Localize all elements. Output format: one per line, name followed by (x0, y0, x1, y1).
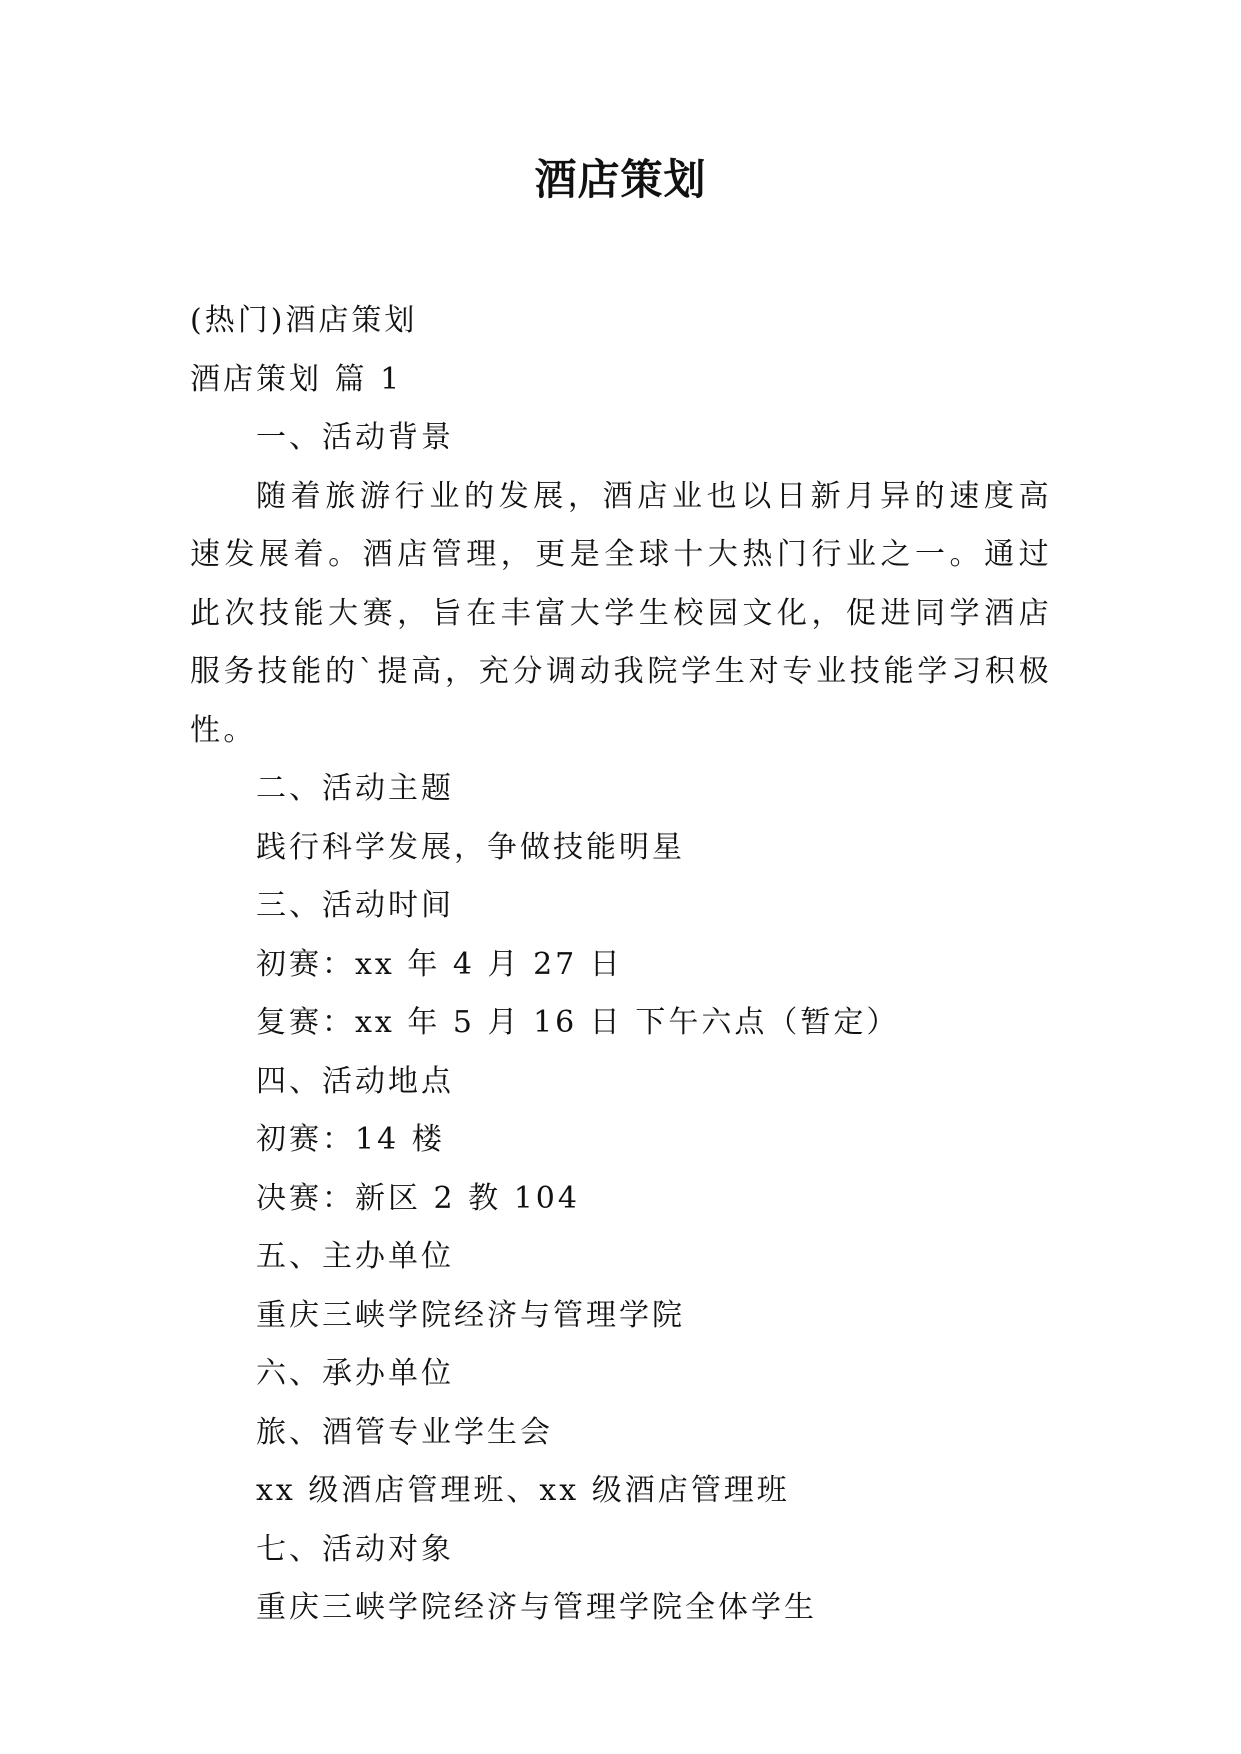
location-final: 决赛：新区 2 教 104 (256, 1180, 580, 1216)
subtitle: (热门)酒店策划 (190, 303, 418, 338)
chapter-heading: 酒店策划 篇 1 (190, 361, 403, 397)
section-heading-co-organizer: 六、承办单位 (256, 1356, 454, 1391)
location-preliminary: 初赛：14 楼 (256, 1122, 445, 1157)
time-preliminary: 初赛：xx 年 4 月 27 日 (256, 946, 623, 982)
section-heading-time: 三、活动时间 (256, 888, 454, 923)
co-organizer-line-1: 旅、酒管专业学生会 (256, 1414, 553, 1450)
organizer-text: 重庆三峡学院经济与管理学院 (256, 1297, 685, 1333)
document-title: 酒店策划 (534, 155, 707, 204)
participants-text: 重庆三峡学院经济与管理学院全体学生 (256, 1590, 817, 1625)
time-semifinal: 复赛：xx 年 5 月 16 日 下午六点（暂定） (256, 1005, 900, 1040)
section-heading-participants: 七、活动对象 (256, 1531, 454, 1567)
section-heading-theme: 二、活动主题 (256, 771, 454, 806)
co-organizer-line-2: xx 级酒店管理班、xx 级酒店管理班 (256, 1473, 790, 1508)
section-heading-organizer: 五、主办单位 (256, 1239, 454, 1274)
document-body (190, 292, 1052, 1638)
background-paragraph: 随着旅游行业的发展，酒店业也以日新月异的速度高速发展着。酒店管理，更是全球十大热门行业之一。通过此次技能大赛，旨在丰富大学生校园文化，促进同学酒店服务技能的`提高，充分调动我院学生对专业技能学习积极性。 (190, 478, 1052, 748)
theme-text: 践行科学发展，争做技能明星 (256, 829, 685, 865)
section-heading-background: 一、活动背景 (256, 420, 454, 455)
section-heading-location: 四、活动地点 (256, 1063, 454, 1099)
